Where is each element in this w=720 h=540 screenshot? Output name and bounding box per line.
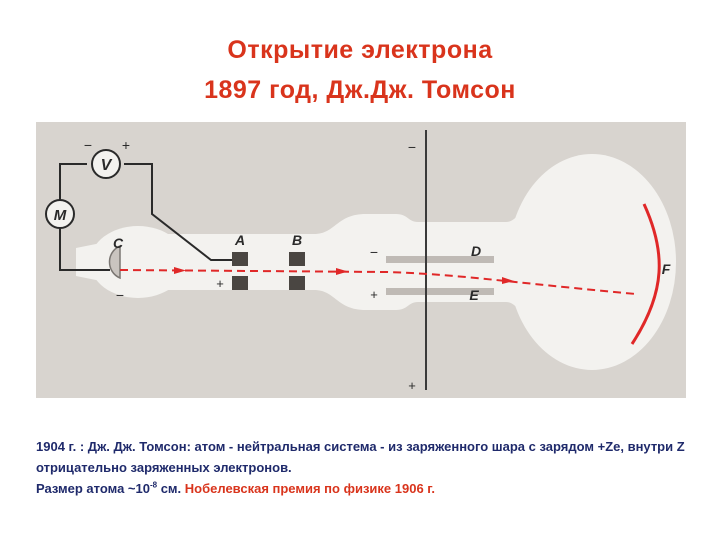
atom-size-unit: см.: [157, 481, 185, 496]
anode-b-label: B: [291, 232, 303, 248]
screen-label: F: [661, 261, 671, 277]
caption-text: 1904 г. : Дж. Дж. Томсон: атом - нейтральная система - из заряженного шара с зарядом +Ze, внутри Z отрицательно заряженных электронов.: [36, 439, 685, 475]
plate-e-plus: +: [370, 287, 378, 302]
cathode-minus: −: [115, 287, 125, 303]
supply-plus: +: [408, 378, 416, 393]
caption: [36, 436, 696, 499]
nobel-prize-text: Нобелевская премия по физике 1906 г.: [184, 481, 436, 496]
voltmeter-label: V: [100, 157, 112, 174]
plate-d-minus: −: [369, 244, 379, 260]
atom-size-exponent: -8: [149, 480, 158, 490]
plate-d-label: D: [470, 243, 482, 259]
voltmeter-minus: −: [83, 137, 93, 153]
anode-a-lower: [232, 276, 248, 290]
cathode-label: C: [112, 235, 124, 251]
anode-b-lower: [289, 276, 305, 290]
page-title-line-1: Открытие электрона: [227, 36, 493, 64]
page-title-line-2: 1897 год, Дж.Дж. Томсон: [204, 76, 516, 104]
anode-plus: +: [216, 276, 224, 291]
cathode-ray-tube-diagram: [36, 122, 686, 398]
atom-size-text: Размер атома ~10: [36, 481, 150, 496]
supply-minus: −: [407, 139, 417, 155]
plate-e-label: E: [469, 287, 479, 303]
source-label: M: [53, 207, 67, 224]
voltmeter-plus: +: [121, 137, 131, 153]
anode-b-upper: [289, 252, 305, 266]
anode-a-upper: [232, 252, 248, 266]
anode-a-label: A: [234, 232, 246, 248]
diagram-canvas: [36, 122, 686, 398]
